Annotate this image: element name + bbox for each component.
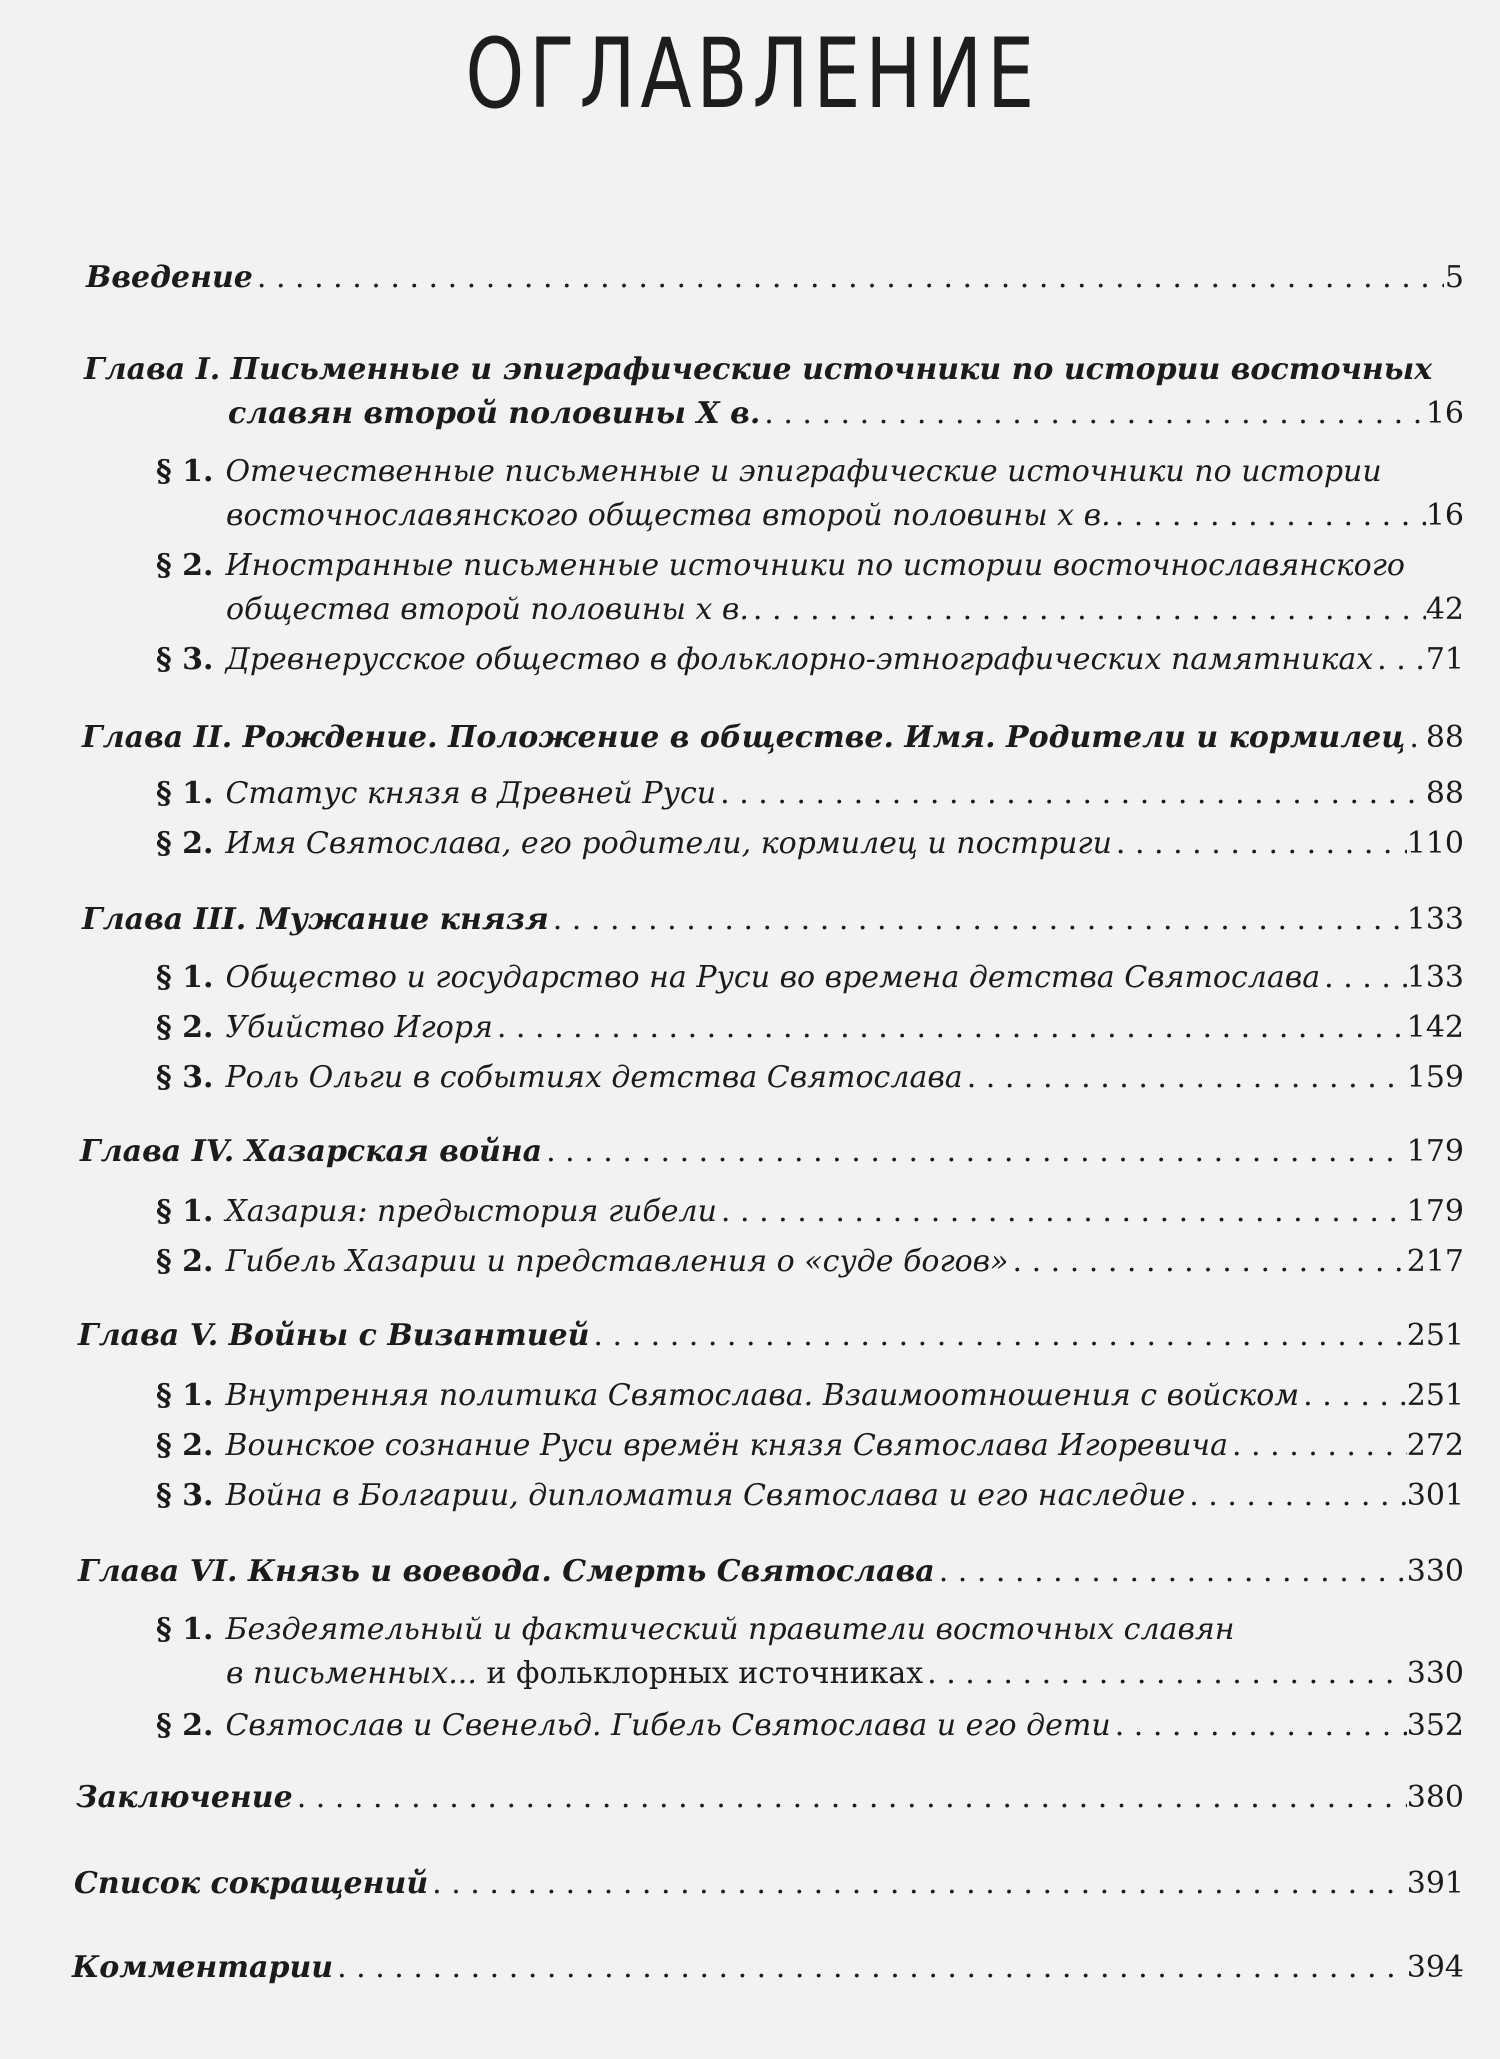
leader-dots — [1373, 638, 1426, 682]
entry-title: Роль Ольги в событиях детства Святослава — [225, 1060, 963, 1095]
leader-dots — [923, 1652, 1407, 1696]
section-number: § 1. — [156, 1378, 214, 1413]
entry-page: 330 — [1406, 1656, 1464, 1691]
leader-dots — [935, 1550, 1407, 1594]
leader-dots — [1009, 1240, 1407, 1284]
toc-entry-section — [0, 544, 1500, 632]
toc-entry-section — [0, 822, 1500, 866]
leader-dots — [1111, 1704, 1407, 1748]
section-number: § 2. — [156, 1244, 214, 1279]
entry-page: 5 — [1444, 260, 1464, 295]
toc-entry-chapter-5 — [0, 1314, 1500, 1358]
section-number: § 1. — [156, 960, 214, 995]
entry-title: Список сокращений — [74, 1866, 429, 1901]
entry-page: 16 — [1425, 396, 1464, 431]
leader-dots — [1405, 716, 1425, 760]
toc-entry-chapter-1 — [0, 348, 1500, 436]
leader-dots — [549, 898, 1407, 942]
leader-dots — [749, 588, 1426, 632]
entry-page: 71 — [1425, 642, 1464, 677]
entry-page: 301 — [1406, 1478, 1464, 1513]
entry-page: 133 — [1406, 960, 1464, 995]
leader-dots — [1228, 1424, 1407, 1468]
leader-dots — [253, 256, 1444, 300]
toc-entry-section — [0, 1190, 1500, 1234]
leader-dots — [542, 1130, 1407, 1174]
entry-title: Хазария: предыстория гибели — [225, 1194, 717, 1229]
entry-page: 179 — [1406, 1134, 1464, 1169]
toc-entry-section — [0, 450, 1500, 538]
entry-page: 394 — [1406, 1950, 1464, 1985]
entry-title: Глава II. Рождение. Положение в обществе. Имя. Родители и кормилец — [82, 720, 1406, 755]
entry-title: Святослав и Свенельд. Гибель Святослава и его дети — [225, 1708, 1111, 1743]
leader-dots — [963, 1056, 1407, 1100]
entry-title: Введение — [86, 260, 253, 295]
section-number: § 2. — [156, 1708, 214, 1743]
entry-page: 352 — [1406, 1708, 1464, 1743]
toc-entry-section — [0, 1424, 1500, 1468]
entry-page: 110 — [1406, 826, 1464, 861]
entry-title: Имя Святослава, его родители, кормилец и постриги — [225, 826, 1112, 861]
entry-page: 42 — [1425, 592, 1464, 627]
leader-dots — [760, 392, 1426, 436]
toc-entry-section — [0, 1006, 1500, 1050]
entry-title: Внутренняя политика Святослава. Взаимоотношения с войском — [225, 1378, 1300, 1413]
toc-entry-chapter-4 — [0, 1130, 1500, 1174]
section-number: § 3. — [156, 642, 214, 677]
toc-entry-section — [0, 1474, 1500, 1518]
entry-title: Комментарии — [72, 1950, 334, 1985]
toc-entry-abbreviations — [0, 1862, 1500, 1906]
toc-entry-introduction — [0, 256, 1500, 300]
entry-title: Воинское сознание Руси времён князя Святослава Игоревича — [225, 1428, 1228, 1463]
leader-dots — [717, 1190, 1407, 1234]
toc-entry-section — [0, 772, 1500, 816]
entry-title: Глава I. Письменные и эпиграфические источники по истории восточных — [84, 352, 1433, 387]
entry-page: 380 — [1406, 1780, 1464, 1815]
entry-title: Глава III. Мужание князя — [82, 902, 549, 937]
section-number: § 1. — [156, 454, 214, 489]
section-number: § 2. — [156, 1428, 214, 1463]
leader-dots — [716, 772, 1426, 816]
entry-title: Гибель Хазарии и представления о «суде богов» — [225, 1244, 1009, 1279]
entry-title-cont: общества второй половины х в. — [226, 592, 749, 627]
section-number: § 3. — [156, 1060, 214, 1095]
entry-page: 272 — [1406, 1428, 1464, 1463]
entry-title: Глава V. Войны с Византией — [78, 1318, 590, 1353]
toc-entry-chapter-3 — [0, 898, 1500, 942]
entry-title-cont-plain: и фольклорных источниках — [476, 1656, 924, 1691]
entry-page: 142 — [1406, 1010, 1464, 1045]
entry-page: 251 — [1406, 1378, 1464, 1413]
entry-title: Убийство Игоря — [225, 1010, 493, 1045]
entry-title: Глава IV. Хазарская война — [80, 1134, 543, 1169]
entry-title: Заключение — [76, 1780, 293, 1815]
entry-title-cont: в письменных... — [226, 1656, 477, 1691]
leader-dots — [1185, 1474, 1407, 1518]
entry-title: Общество и государство на Руси во времена детства Святослава — [225, 960, 1321, 995]
toc-entry-section — [0, 638, 1500, 682]
entry-page: 179 — [1406, 1194, 1464, 1229]
entry-page: 133 — [1406, 902, 1464, 937]
toc-entry-section — [0, 1374, 1500, 1418]
entry-page: 251 — [1406, 1318, 1464, 1353]
toc-entry-section — [0, 1704, 1500, 1748]
entry-page: 217 — [1406, 1244, 1464, 1279]
entry-page: 16 — [1425, 498, 1464, 533]
entry-title: Бездеятельный и фактический правители восточных славян — [225, 1612, 1235, 1647]
section-number: § 1. — [156, 1194, 214, 1229]
section-number: § 2. — [156, 548, 214, 583]
entry-page: 159 — [1406, 1060, 1464, 1095]
entry-title-cont: славян второй половины X в. — [228, 396, 761, 431]
leader-dots — [293, 1776, 1407, 1820]
entry-title: Иностранные письменные источники по истории восточнославянского — [225, 548, 1405, 583]
entry-page: 391 — [1406, 1866, 1464, 1901]
toc-entry-section — [0, 1056, 1500, 1100]
leader-dots — [333, 1946, 1407, 1990]
entry-page: 88 — [1425, 720, 1464, 755]
section-number: § 3. — [156, 1478, 214, 1513]
page-title: ОГЛАВЛЕНИЕ — [465, 18, 1039, 130]
toc-entry-chapter-2 — [0, 716, 1500, 760]
section-number: § 2. — [156, 826, 214, 861]
leader-dots — [589, 1314, 1406, 1358]
entry-title: Война в Болгарии, дипломатия Святослава и его наследие — [225, 1478, 1186, 1513]
toc-entry-section — [0, 1240, 1500, 1284]
leader-dots — [493, 1006, 1407, 1050]
leader-dots — [1112, 822, 1407, 866]
toc-entry-chapter-6 — [0, 1550, 1500, 1594]
entry-title: Отечественные письменные и эпиграфические источники по истории — [225, 454, 1382, 489]
toc-entry-section — [0, 956, 1500, 1000]
entry-title: Древнерусское общество в фольклорно-этнографических памятниках — [225, 642, 1374, 677]
section-number: § 2. — [156, 1010, 214, 1045]
entry-title: Глава VI. Князь и воевода. Смерть Святослава — [78, 1554, 935, 1589]
entry-page: 330 — [1406, 1554, 1464, 1589]
section-number: § 1. — [156, 776, 214, 811]
toc-entry-conclusion — [0, 1776, 1500, 1820]
leader-dots — [1111, 494, 1426, 538]
section-number: § 1. — [156, 1612, 214, 1647]
entry-page: 88 — [1425, 776, 1464, 811]
entry-title: Статус князя в Древней Руси — [225, 776, 717, 811]
entry-title-cont: восточнославянского общества второй половины х в. — [226, 498, 1111, 533]
leader-dots — [1299, 1374, 1407, 1418]
leader-dots — [428, 1862, 1407, 1906]
leader-dots — [1320, 956, 1407, 1000]
toc-entry-section — [0, 1608, 1500, 1696]
toc-entry-comments — [0, 1946, 1500, 1990]
